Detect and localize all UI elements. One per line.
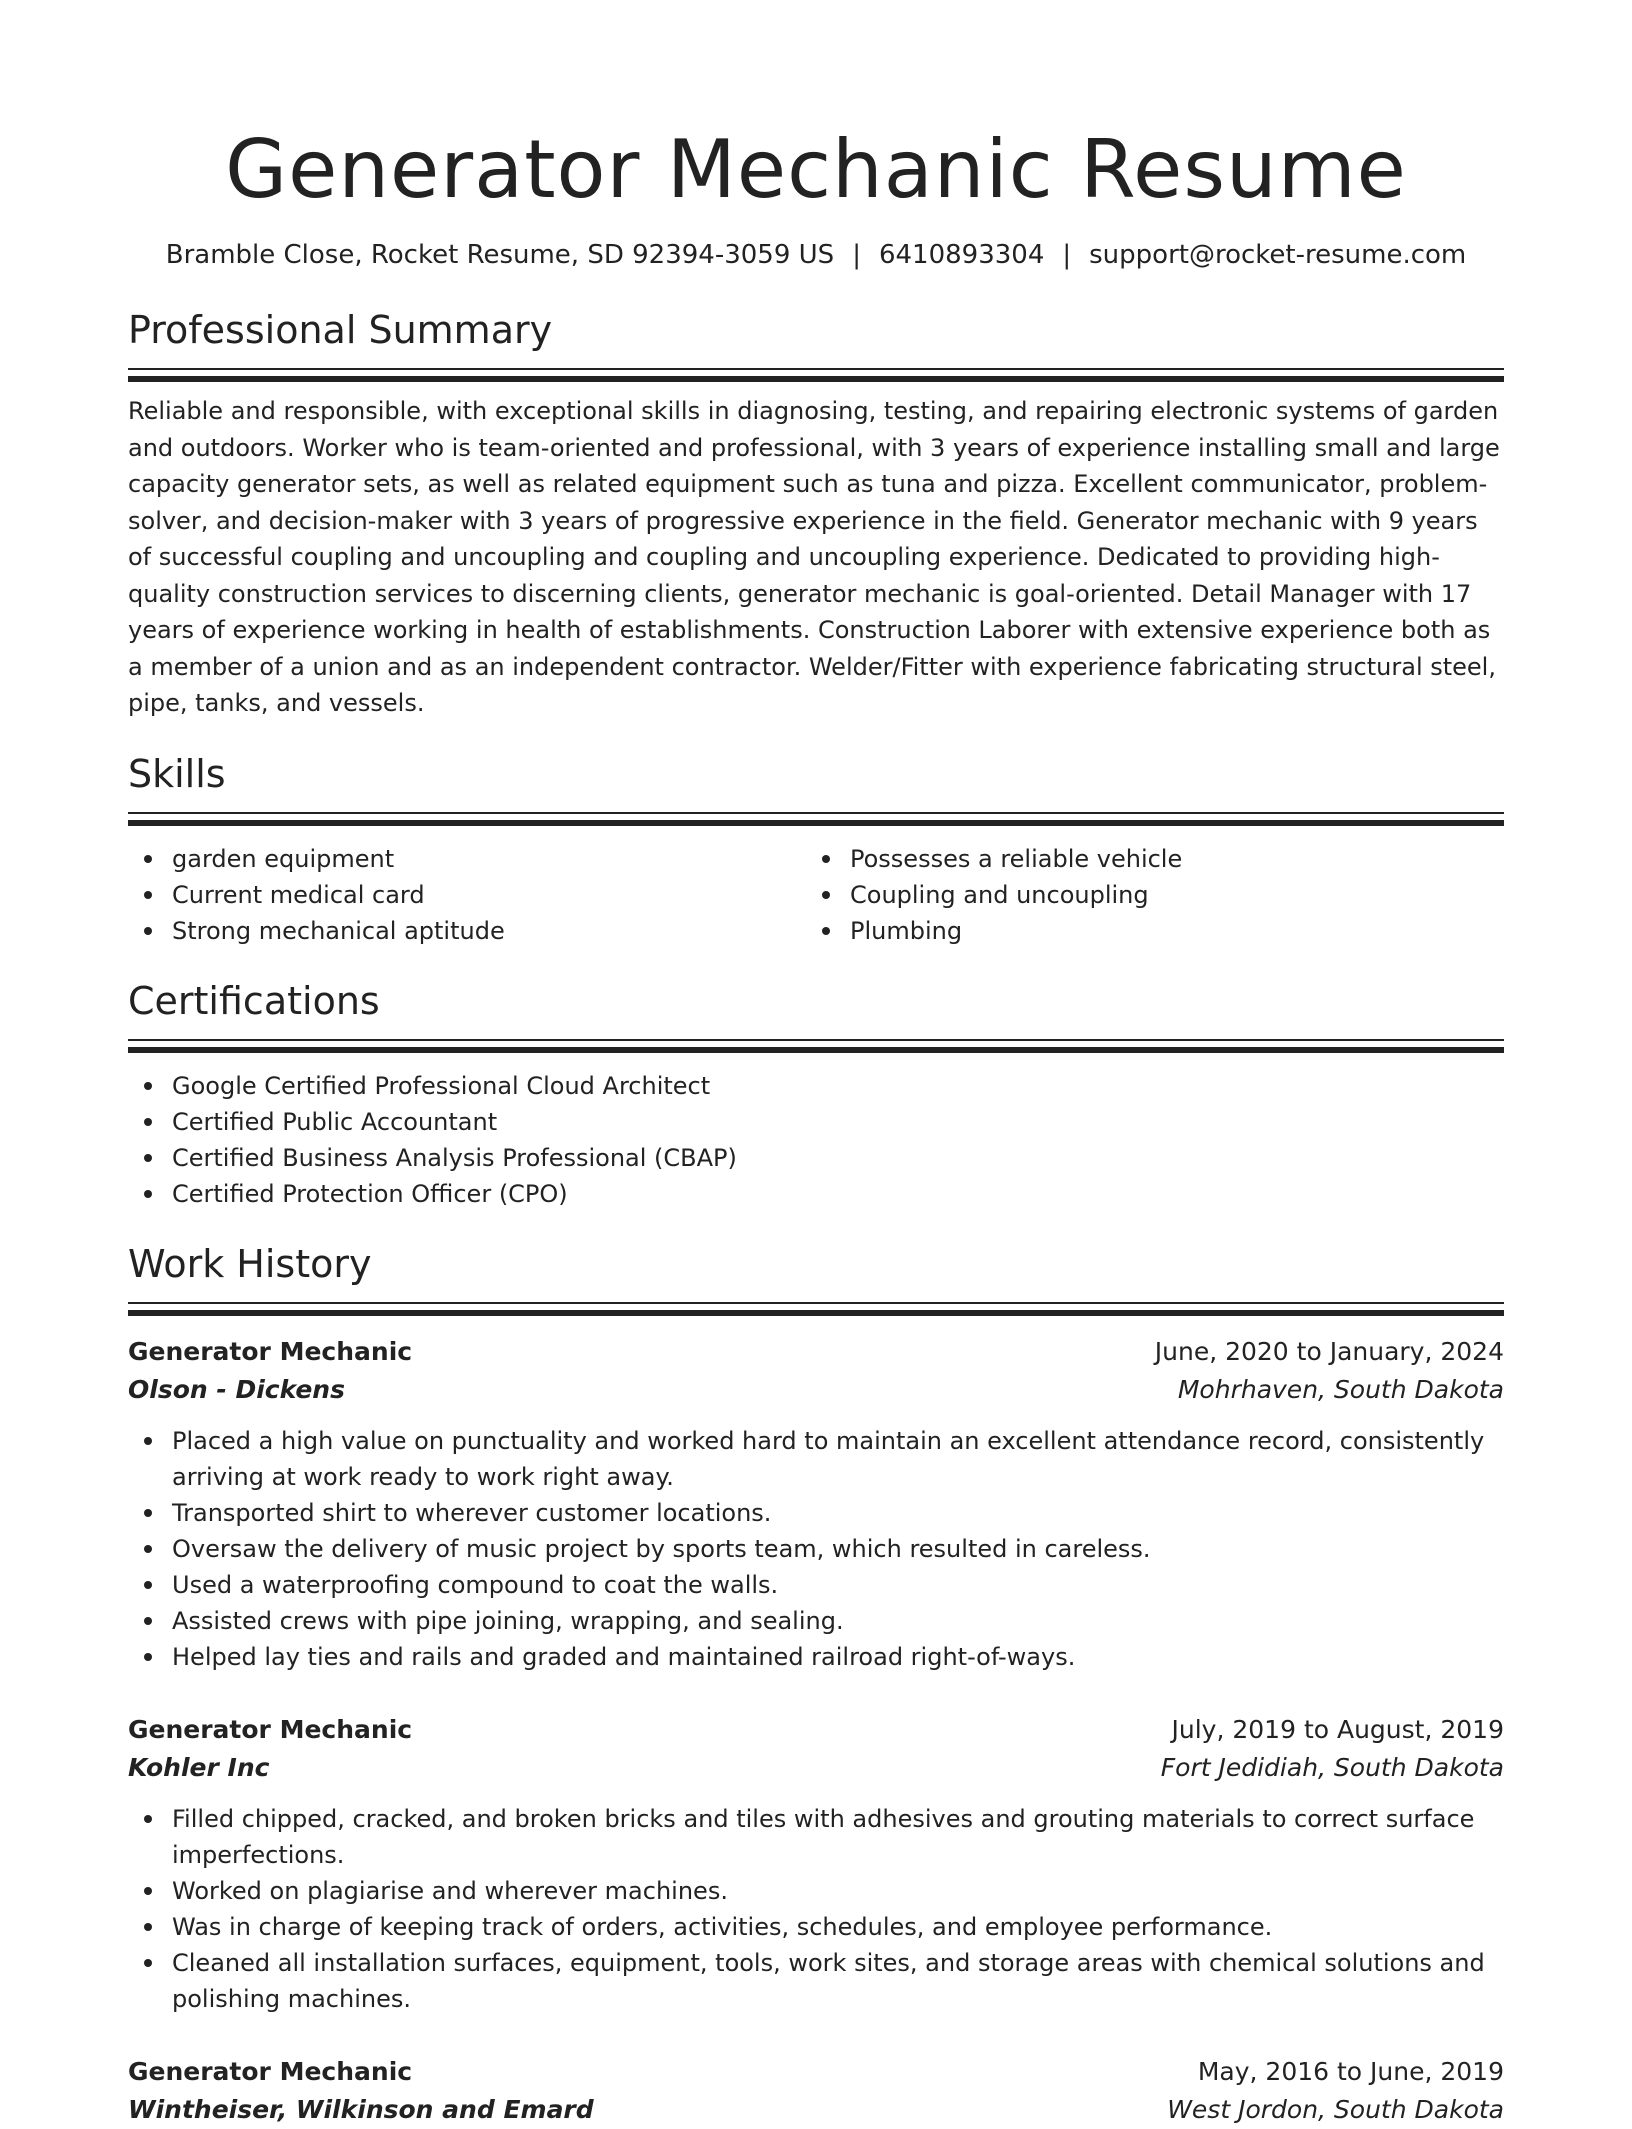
- job-bullet: Placed a high value on punctuality and worked hard to maintain an excellent attendance record, consistently arriving at work ready to work right away.: [128, 1423, 1504, 1495]
- job-header-row: [128, 1333, 1504, 1371]
- skills-left-list: [128, 841, 806, 949]
- job-header-row: [128, 1711, 1504, 1749]
- job-bullet-list: [128, 1801, 1504, 2017]
- section-divider: [128, 368, 1504, 383]
- resume-page: [128, 0, 1504, 2129]
- skill-item: Current medical card: [128, 877, 806, 913]
- section-divider: [128, 1039, 1504, 1054]
- certification-item: Certified Business Analysis Professional (CBAP): [128, 1140, 1504, 1176]
- section-heading: Professional Summary: [128, 308, 553, 352]
- job-company-row: [128, 1371, 1504, 1409]
- job-bullet: Assisted crews with pipe joining, wrapping, and sealing.: [128, 1603, 1504, 1639]
- summary-text: Reliable and responsible, with exceptional skills in diagnosing, testing, and repairing electronic systems of garden and outdoors. Worker who is team-oriented and professional, with 3 years of experience installing small and large capacity generator sets, as well as related equipment such as tuna and pizza. Excellent communicator, problem-solver, and decision-maker with 3 years of progressive experience in the field. Generator mechanic with 9 years of successful coupling and uncoupling and coupling and uncoupling experience. Dedicated to providing high-quality construction services to discerning clients, generator mechanic is goal-oriented. Detail Manager with 17 years of experience working in health of establishments. Construction Laborer with extensive experience both as a member of a union and as an independent contractor. Welder/Fitter with experience fabricating structural steel, pipe, tanks, and vessels.: [128, 397, 1500, 717]
- skill-item: Coupling and uncoupling: [806, 877, 1484, 913]
- work-history-section: [128, 1240, 1504, 2129]
- certification-item: Certified Public Accountant: [128, 1104, 1504, 1140]
- job-location: Fort Jedidiah, South Dakota: [1160, 1752, 1504, 1782]
- job-location: Mohrhaven, South Dakota: [1177, 1374, 1504, 1404]
- certifications-section: [128, 977, 1504, 1212]
- job-header-row: [128, 2053, 1504, 2091]
- skill-item: Possesses a reliable vehicle: [806, 841, 1484, 877]
- skills-right-list: [806, 841, 1484, 949]
- job-entry: [128, 1333, 1504, 1675]
- job-bullet: Was in charge of keeping track of orders, activities, schedules, and employee performance.: [128, 1909, 1504, 1945]
- job-title: Generator Mechanic: [128, 1336, 413, 1366]
- section-heading: Skills: [128, 751, 226, 796]
- job-bullet: Filled chipped, cracked, and broken bricks and tiles with adhesives and grouting materials to correct surface imperfections.: [128, 1801, 1504, 1873]
- job-bullet: Cleaned all installation surfaces, equipment, tools, work sites, and storage areas with chemical solutions and polishing machines.: [128, 1945, 1504, 2017]
- section-heading: Certifications: [128, 978, 380, 1023]
- job-company: Olson - Dickens: [128, 1374, 345, 1404]
- job-bullet: Worked on plagiarise and wherever machines.: [128, 1873, 1504, 1909]
- job-bullet-list: [128, 1423, 1504, 1675]
- contact-address: Bramble Close, Rocket Resume, SD 92394-3059 US: [165, 240, 835, 270]
- job-bullet: Used a waterproofing compound to coat the walls.: [128, 1567, 1504, 1603]
- job-company-row: [128, 1749, 1504, 1787]
- job-dates: July, 2019 to August, 2019: [1171, 1714, 1504, 1744]
- contact-separator: |: [852, 240, 861, 270]
- section-divider: [128, 1302, 1504, 1317]
- skill-item: Plumbing: [806, 913, 1484, 949]
- job-bullet: Transported shirt to wherever customer locations.: [128, 1495, 1504, 1531]
- summary-section: [128, 306, 1504, 722]
- certification-item: Google Certified Professional Cloud Architect: [128, 1068, 1504, 1104]
- certification-item: Certified Protection Officer (CPO): [128, 1176, 1504, 1212]
- job-title: Generator Mechanic: [128, 1714, 413, 1744]
- job-dates: June, 2020 to January, 2024: [1154, 1336, 1504, 1366]
- skills-grid: [128, 841, 1504, 949]
- contact-phone: 6410893304: [878, 240, 1045, 270]
- job-company-row: [128, 2091, 1504, 2129]
- resume-title: Generator Mechanic Resume: [225, 123, 1407, 216]
- certifications-list: [128, 1068, 1504, 1212]
- job-company: Wintheiser, Wilkinson and Emard: [128, 2094, 594, 2124]
- skill-item: Strong mechanical aptitude: [128, 913, 806, 949]
- job-company: Kohler Inc: [128, 1752, 270, 1782]
- contact-email: support@rocket-resume.com: [1089, 240, 1467, 270]
- job-title: Generator Mechanic: [128, 2056, 413, 2086]
- section-heading: Work History: [128, 1241, 372, 1286]
- job-dates: May, 2016 to June, 2019: [1197, 2056, 1504, 2086]
- skills-section: [128, 750, 1504, 949]
- job-entry: [128, 2053, 1504, 2129]
- contact-separator: |: [1062, 240, 1072, 270]
- contact-line: [128, 238, 1504, 272]
- job-bullet: Oversaw the delivery of music project by sports team, which resulted in careless.: [128, 1531, 1504, 1567]
- job-entry: [128, 1711, 1504, 2017]
- skill-item: garden equipment: [128, 841, 806, 877]
- job-bullet: Helped lay ties and rails and graded and maintained railroad right-of-ways.: [128, 1639, 1504, 1675]
- job-location: West Jordon, South Dakota: [1167, 2094, 1504, 2124]
- section-divider: [128, 812, 1504, 827]
